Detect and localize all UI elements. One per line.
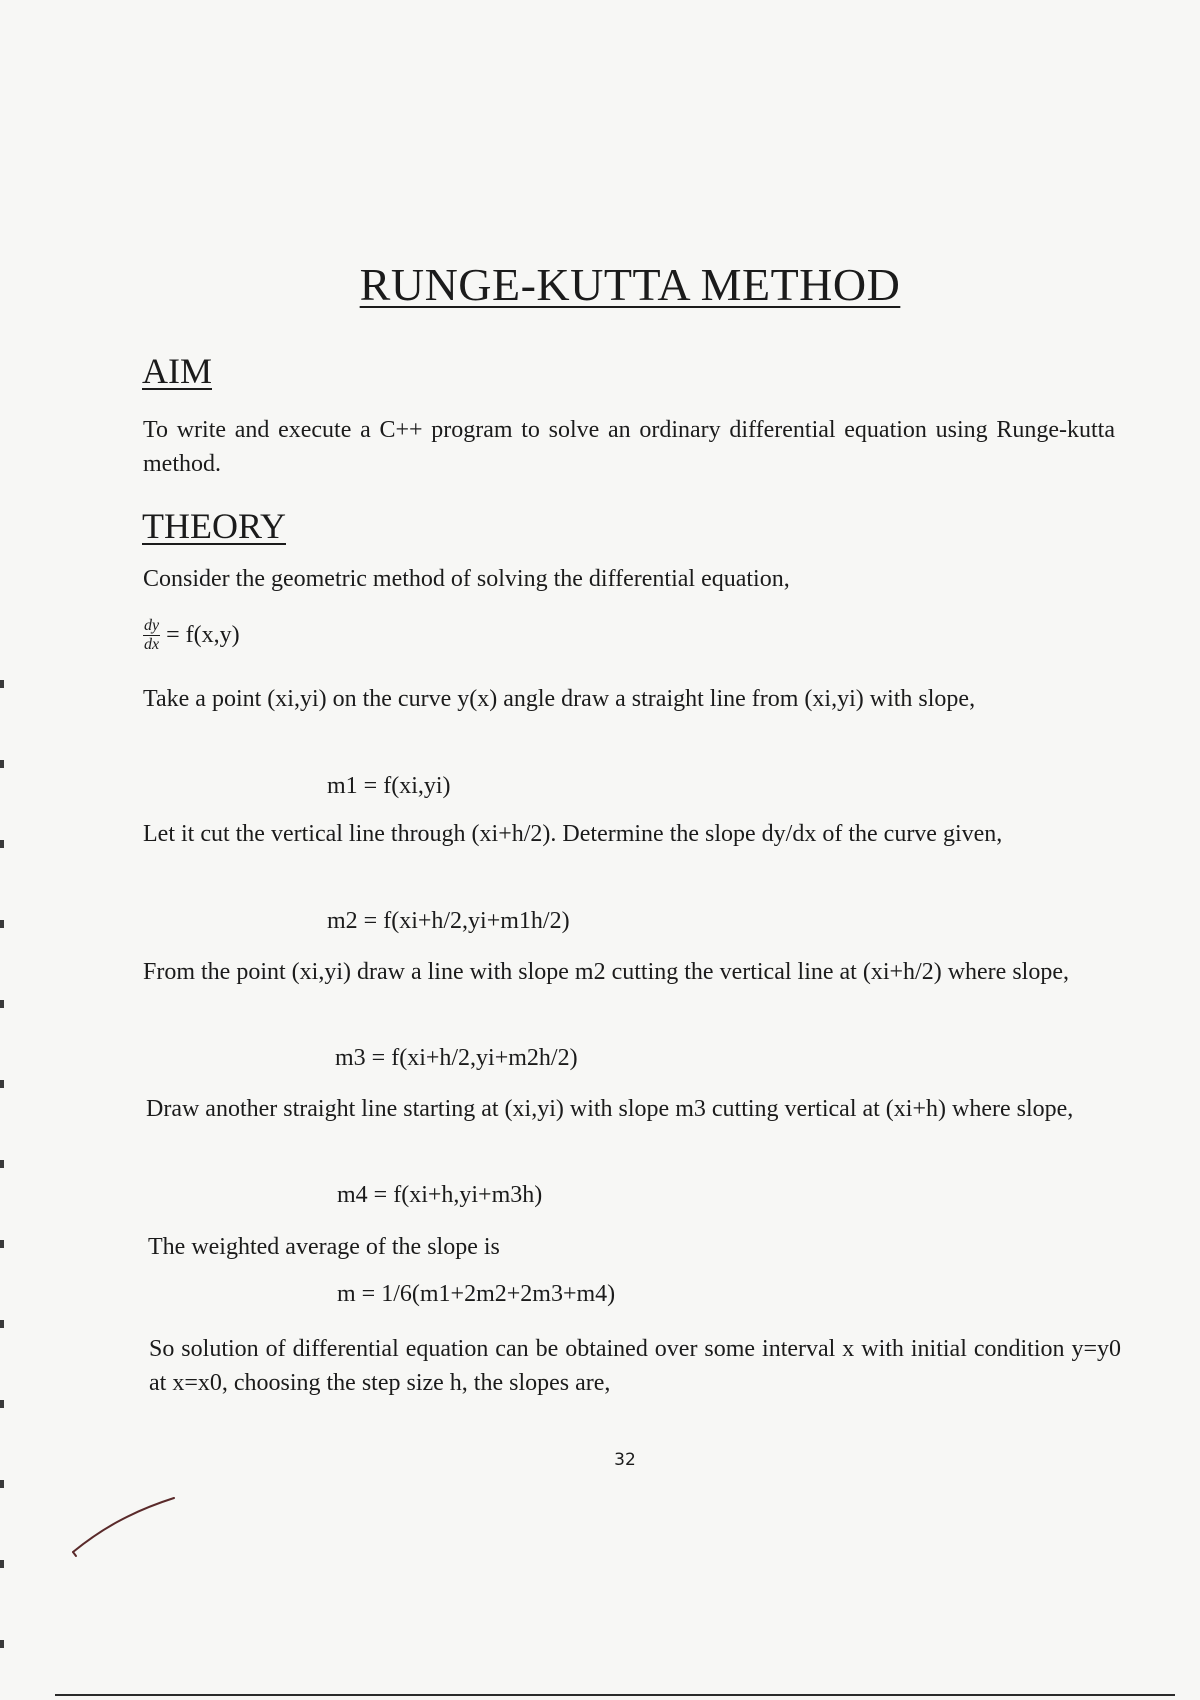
equation-rhs: = f(x,y)	[166, 622, 240, 648]
theory-paragraph-3: From the point (xi,yi) draw a line with slope m2 cutting the vertical line at (xi+h/2) where slope,	[143, 959, 1069, 985]
theory-heading: THEORY	[142, 506, 286, 546]
fraction-numerator: dy	[144, 617, 160, 634]
page-title: RUNGE-KUTTA METHOD	[359, 259, 901, 310]
theory-paragraph-6: So solution of differential equation can be obtained over some interval x with initial condition y=y0 at x=x0, choosing the step size h, the slopes are,	[149, 1336, 1121, 1396]
theory-intro: Consider the geometric method of solving the differential equation,	[143, 566, 790, 592]
page-number: 32	[614, 1450, 636, 1470]
equation-m1: m1 = f(xi,yi)	[327, 773, 451, 799]
equation-weighted-average: m = 1/6(m1+2m2+2m3+m4)	[337, 1281, 616, 1307]
theory-paragraph-4: Draw another straight line starting at (xi,yi) with slope m3 cutting vertical at (xi+h) where slope,	[146, 1096, 1074, 1122]
binding-hole-marks	[0, 680, 10, 1660]
aim-text: To write and execute a C++ program to solve an ordinary differential equation using Runge-kutta method.	[143, 417, 1115, 477]
theory-paragraph-5: The weighted average of the slope is	[148, 1234, 500, 1260]
equation-m3: m3 = f(xi+h/2,yi+m2h/2)	[335, 1045, 578, 1071]
differential-equation	[143, 617, 240, 654]
bottom-rule	[55, 1694, 1175, 1696]
fraction-denominator: dx	[144, 636, 160, 653]
equation-m2: m2 = f(xi+h/2,yi+m1h/2)	[327, 908, 570, 934]
aim-heading: AIM	[142, 351, 212, 391]
theory-paragraph-2: Let it cut the vertical line through (xi+h/2). Determine the slope dy/dx of the curve given,	[143, 821, 1003, 847]
pen-stroke-mark	[70, 1490, 180, 1560]
theory-paragraph-1: Take a point (xi,yi) on the curve y(x) angle draw a straight line from (xi,yi) with slope,	[143, 686, 976, 712]
derivative-fraction	[143, 617, 160, 654]
equation-m4: m4 = f(xi+h,yi+m3h)	[337, 1182, 543, 1208]
